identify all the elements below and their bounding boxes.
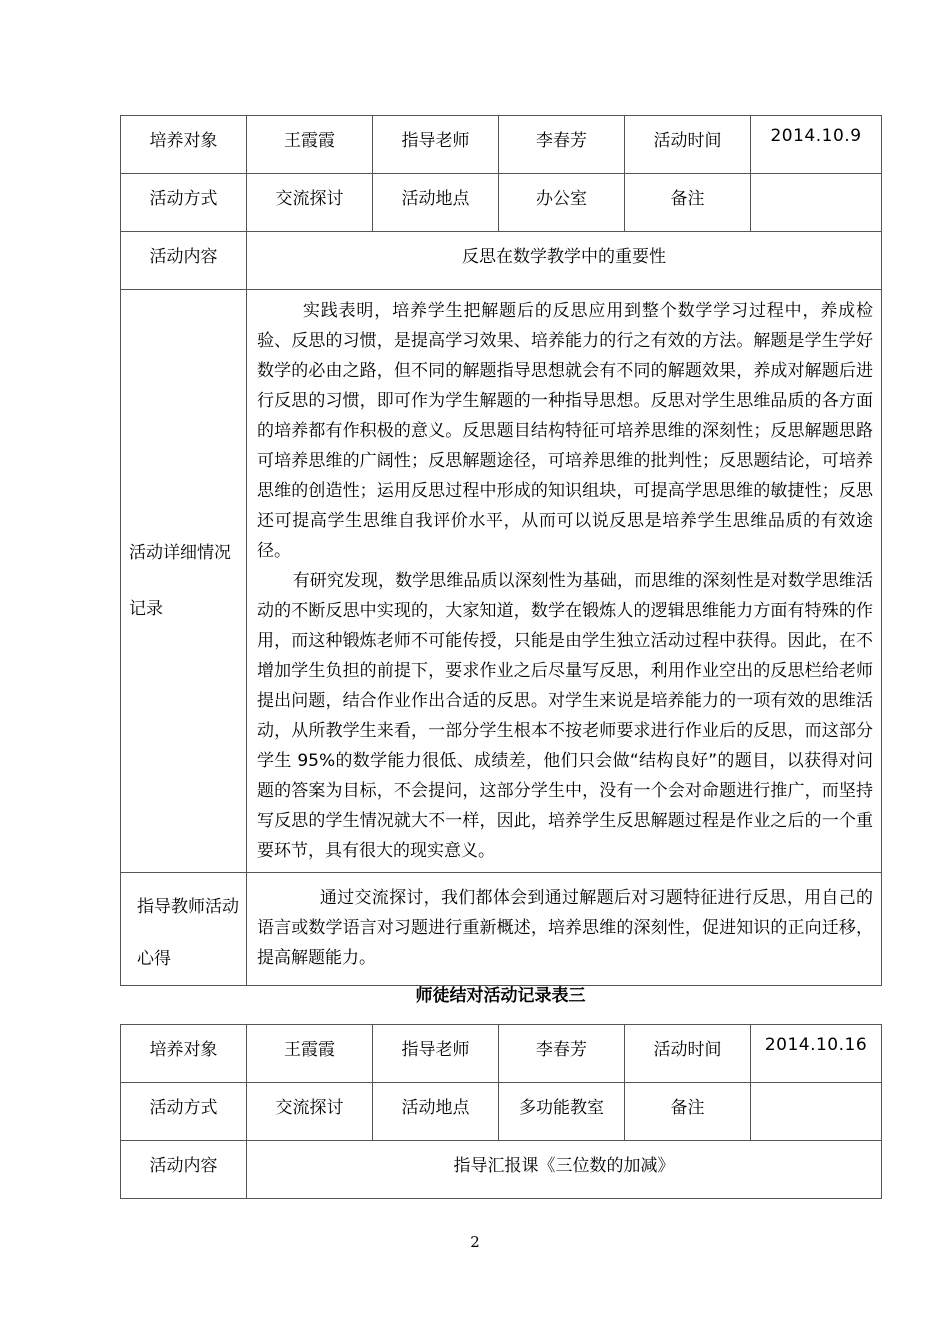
mentor-experience-text — [247, 873, 882, 986]
value-remarks — [751, 1083, 882, 1141]
value-activity-time: 2014.10.9 — [751, 116, 882, 174]
label-mentor: 指导老师 — [373, 116, 499, 174]
table-row — [121, 232, 882, 290]
experience-paragraph: 通过交流探讨，我们都体会到通过解题后对习题特征进行反思，用自己的语言或数学语言对习题进行重新概述，培养思维的深刻性，促进知识的正向迁移，提高解题能力。 — [257, 888, 873, 968]
label-trainee: 培养对象 — [121, 116, 247, 174]
activity-record-table-1 — [120, 115, 882, 986]
page-number: 2 — [470, 1233, 480, 1251]
label-trainee: 培养对象 — [121, 1025, 247, 1083]
label-activity-location: 活动地点 — [373, 1083, 499, 1141]
label-activity-content: 活动内容 — [121, 1141, 247, 1199]
activity-record-table-2 — [120, 1024, 882, 1199]
details-paragraph-1: 实践表明，培养学生把解题后的反思应用到整个数学学习过程中，养成检验、反思的习惯，是提高学习效果、培养能力的行之有效的方法。解题是学生学好数学的必由之路，但不同的解题指导思想就会有不同的解题效果，养成对解题后进行反思的习惯，即可作为学生解题的一种指导思想。反思对学生思维品质的各方面的培养都有作积极的意义。反思题目结构特征可培养思维的深刻性；反思解题思路可培养思维的广阔性；反思解题途径，可培养思维的批判性；反思题结论，可培养思维的创造性；运用反思过程中形成的知识组块，可提高学思思维的敏捷性；反思还可提高学生思维自我评价水平，从而可以说反思是培养学生思维品质的有效途径。 — [257, 301, 873, 561]
value-activity-method: 交流探讨 — [247, 174, 373, 232]
value-trainee: 王霞霞 — [247, 116, 373, 174]
label-activity-content: 活动内容 — [121, 232, 247, 290]
value-activity-content: 指导汇报课《三位数的加减》 — [247, 1141, 882, 1199]
table-row — [121, 116, 882, 174]
table-row — [121, 1083, 882, 1141]
value-activity-location: 办公室 — [499, 174, 625, 232]
details-paragraph-2: 有研究发现，数学思维品质以深刻性为基础，而思维的深刻性是对数学思维活动的不断反思中实现的，大家知道，数学在锻炼人的逻辑思维能力方面有特殊的作用，而这种锻炼老师不可能传授，只能是由学生独立活动过程中获得。因此，在不增加学生负担的前提下，要求作业之后尽量写反思，利用作业空出的反思栏给老师提出问题，结合作业作出合适的反思。对学生来说是培养能力的一项有效的思维活动，从所教学生来看，一部分学生根本不按老师要求进行作业后的反思，而这部分学生 95%的数学能力很低、成绩差，他们只会做“结构良好”的题目，以获得对问题的答案为目标，不会提问，这部分学生中，没有一个会对命题进行推广，而坚持写反思的学生情况就大不一样，因此，培养学生反思解题过程是作业之后的一个重要环节，具有很大的现实意义。 — [257, 571, 873, 861]
value-activity-content: 反思在数学教学中的重要性 — [247, 232, 882, 290]
table-row — [121, 873, 882, 986]
label-activity-location: 活动地点 — [373, 174, 499, 232]
value-trainee: 王霞霞 — [247, 1025, 373, 1083]
value-remarks — [751, 174, 882, 232]
table-row — [121, 290, 882, 873]
label-activity-method: 活动方式 — [121, 1083, 247, 1141]
value-mentor: 李春芳 — [499, 1025, 625, 1083]
label-activity-details: 活动详细情况记录 — [121, 290, 247, 873]
label-remarks: 备注 — [625, 174, 751, 232]
value-activity-method: 交流探讨 — [247, 1083, 373, 1141]
activity-details-text — [247, 290, 882, 873]
table-row — [121, 1025, 882, 1083]
label-activity-method: 活动方式 — [121, 174, 247, 232]
table-row — [121, 1141, 882, 1199]
label-mentor-experience: 指导教师活动 心得 — [121, 873, 247, 986]
label-mentor: 指导老师 — [373, 1025, 499, 1083]
value-activity-time: 2014.10.16 — [751, 1025, 882, 1083]
label-activity-time: 活动时间 — [625, 1025, 751, 1083]
table-row — [121, 174, 882, 232]
value-activity-location: 多功能教室 — [499, 1083, 625, 1141]
section-title: 师徒结对活动记录表三 — [415, 986, 586, 1006]
label-activity-time: 活动时间 — [625, 116, 751, 174]
value-mentor: 李春芳 — [499, 116, 625, 174]
label-remarks: 备注 — [625, 1083, 751, 1141]
